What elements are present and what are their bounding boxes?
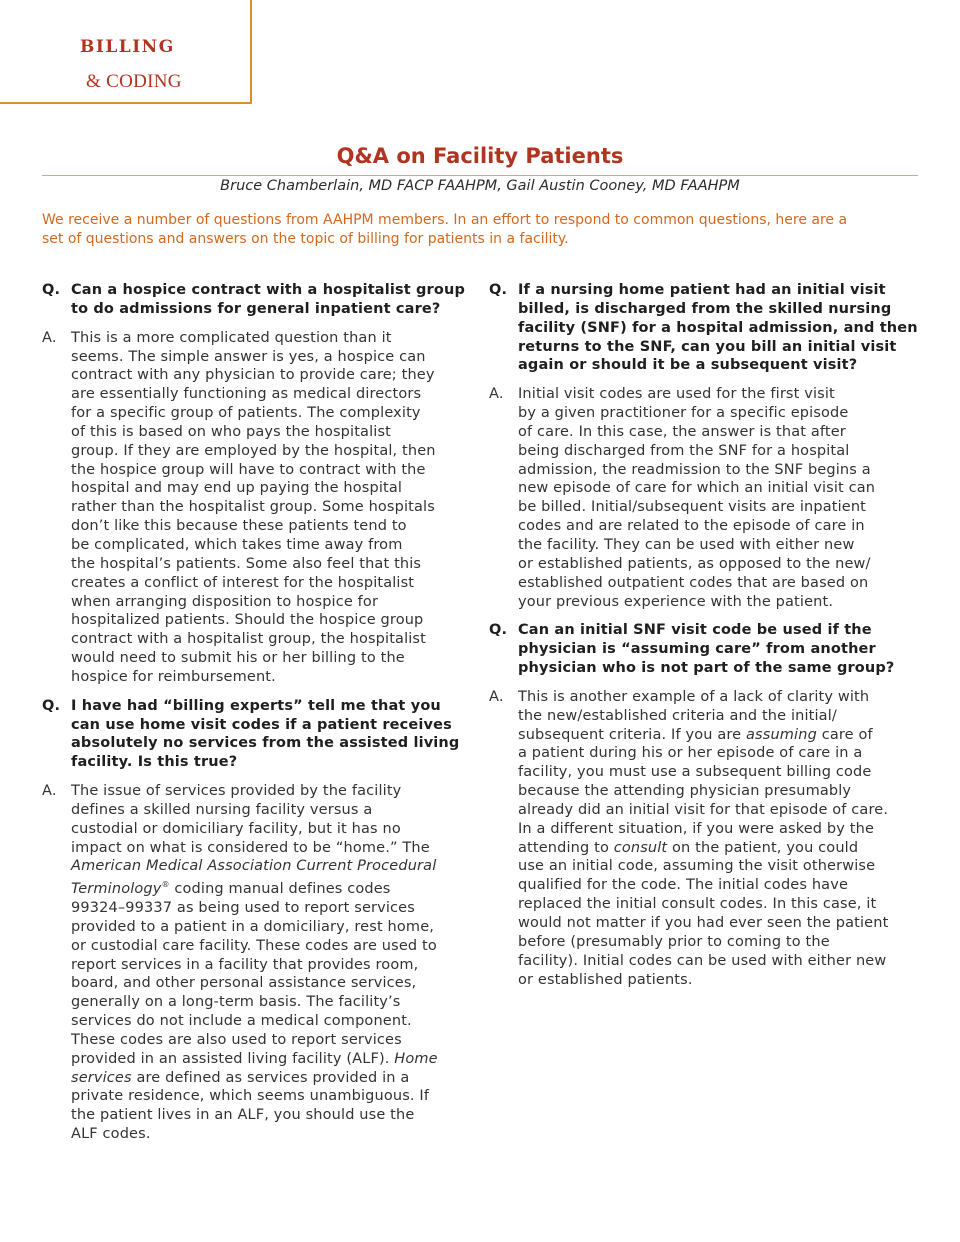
question-3	[489, 281, 918, 375]
question-label: Q.	[42, 697, 61, 714]
text-line: would need to submit his or her billing to the	[71, 650, 405, 667]
text-line: be complicated, which takes time away from	[71, 536, 403, 553]
question-label: Q.	[489, 282, 508, 298]
answer-label: A.	[489, 386, 504, 403]
answer-2	[42, 782, 442, 1144]
text-line: 99324–99337 as being used to report services	[71, 899, 415, 916]
text-segment: on the patient, you could	[667, 839, 859, 856]
answer-1	[42, 329, 442, 687]
registered-mark: ®	[161, 880, 170, 890]
emphasis: Home	[394, 1050, 438, 1067]
text-line: already did an initial visit for that episode of care.	[518, 801, 889, 818]
text-line: I have had “billing experts” tell me that you	[71, 697, 441, 714]
text-line: of care. In this case, the answer is that after	[518, 423, 846, 440]
text-line: physician is “assuming care” from another	[518, 641, 876, 658]
question-4	[489, 621, 894, 678]
intro-line: set of questions and answers on the topic of billing for patients in a facility.	[42, 231, 569, 247]
text-segment: coding manual defines codes	[169, 881, 391, 898]
text-line: for a specific group of patients. The complexity	[71, 405, 421, 422]
text-line	[71, 857, 442, 876]
text-line: board, and other personal assistance services,	[71, 975, 417, 992]
text-line: the hospital’s patients. Some also feel that this	[71, 555, 422, 572]
section-title-coding: & CODING	[86, 71, 182, 92]
text-line: contract with a hospitalist group, the hospitalist	[71, 631, 426, 648]
text-line: In a different situation, if you were asked by the	[518, 820, 875, 837]
text-line: ALF codes.	[71, 1126, 151, 1143]
section-title-billing: BILLING	[80, 37, 175, 57]
text-line: hospice for reimbursement.	[71, 668, 276, 685]
answer-label: A.	[42, 329, 57, 346]
text-line: use an initial code, assuming the visit otherwise	[518, 858, 876, 875]
text-line: billed, is discharged from the skilled nursing	[518, 300, 892, 317]
text-line: facility. Is this true?	[71, 754, 238, 771]
emphasis: services	[71, 1069, 132, 1086]
question-label: Q.	[489, 622, 508, 639]
text-line: your previous experience with the patient.	[518, 593, 834, 610]
text-line: facility, you must use a subsequent billing code	[518, 764, 872, 781]
text-segment: are defined as services provided in a	[131, 1069, 410, 1086]
text-line: rather than the hospitalist group. Some hospitals	[71, 499, 435, 516]
text-line: can use home visit codes if a patient receives	[71, 716, 452, 733]
text-line: This is another example of a lack of clarity with	[518, 688, 870, 705]
intro-paragraph	[42, 211, 922, 249]
text-line: or established patients, as opposed to the new/	[518, 555, 871, 572]
text-line: by a given practitioner for a specific episode	[518, 405, 849, 422]
text-line: before (presumably prior to coming to the	[518, 933, 830, 950]
text-line: because the attending physician presumably	[518, 783, 852, 800]
text-line: of this is based on who pays the hospitalist	[71, 423, 391, 440]
text-line: seems. The simple answer is yes, a hospice can	[71, 348, 426, 365]
text-segment: attending to	[518, 839, 614, 856]
text-line: don’t like this because these patients tend to	[71, 518, 407, 535]
text-line: when arranging disposition to hospice for	[71, 593, 379, 610]
text-line: established outpatient codes that are based on	[518, 574, 869, 591]
text-segment: care of	[816, 726, 873, 743]
text-line: services do not include a medical component.	[71, 1013, 412, 1030]
answer-3	[489, 385, 894, 611]
text-line: be billed. Initial/subsequent visits are inpatient	[518, 499, 867, 516]
text-line: the new/established criteria and the initial/	[518, 707, 837, 724]
text-line: creates a conflict of interest for the hospitalist	[71, 574, 415, 591]
text-line: facility (SNF) for a hospital admission, and then	[518, 319, 918, 336]
publication-title: American Medical Association Current Procedural	[71, 858, 437, 875]
text-line: admission, the readmission to the SNF begins a	[518, 461, 871, 478]
text-line: The issue of services provided by the facility	[71, 783, 402, 800]
text-line: qualified for the code. The initial codes have	[518, 877, 849, 894]
text-line: again or should it be a subsequent visit?	[518, 357, 858, 374]
text-line: hospital and may end up paying the hospital	[71, 480, 403, 497]
question-label: Q.	[42, 282, 61, 298]
text-line: Can an initial SNF visit code be used if the	[518, 622, 872, 639]
text-line: custodial or domiciliary facility, but it has no	[71, 820, 401, 837]
text-line: would not matter if you had ever seen the patient	[518, 915, 889, 931]
text-line: or custodial care facility. These codes are used to	[71, 937, 437, 954]
text-line: to do admissions for general inpatient care?	[71, 300, 441, 317]
question-1	[42, 281, 465, 319]
answer-4	[489, 688, 894, 990]
page-title: Q&A on Facility Patients	[336, 144, 624, 168]
emphasis: assuming	[746, 726, 817, 743]
text-line: codes and are related to the episode of care in	[518, 518, 865, 535]
text-line: facility). Initial codes can be used with either new	[518, 952, 887, 969]
text-line: Initial visit codes are used for the first visit	[518, 386, 835, 403]
text-line: private residence, which seems unambiguous. If	[71, 1088, 430, 1105]
text-line: new episode of care for which an initial visit can	[518, 480, 876, 497]
text-line: contract with any physician to provide care; they	[71, 367, 435, 384]
question-2	[42, 697, 460, 772]
text-line: absolutely no services from the assisted living	[71, 735, 460, 752]
title-divider	[42, 175, 918, 176]
emphasis: consult	[613, 839, 668, 856]
answer-label: A.	[42, 783, 57, 800]
text-line: physician who is not part of the same group?	[518, 660, 895, 677]
text-line: This is a more complicated question than it	[71, 329, 392, 346]
text-line: report services in a facility that provides room,	[71, 956, 419, 973]
text-line	[71, 876, 442, 899]
text-line: the patient lives in an ALF, you should use the	[71, 1107, 415, 1124]
text-line: group. If they are employed by the hospital, then	[71, 442, 436, 459]
text-line: impact on what is considered to be “home.” The	[71, 839, 430, 856]
publication-title: Terminology	[71, 881, 162, 898]
text-line: replaced the initial consult codes. In this case, it	[518, 896, 877, 913]
authors-byline: Bruce Chamberlain, MD FACP FAAHPM, Gail Austin Cooney, MD FAAHPM	[220, 178, 740, 194]
text-line: the hospice group will have to contract with the	[71, 461, 426, 478]
text-line: returns to the SNF, can you bill an initial visit	[518, 338, 897, 355]
text-line: provided to a patient in a domiciliary, rest home,	[71, 918, 435, 935]
text-line: If a nursing home patient had an initial visit	[518, 282, 886, 298]
text-line: the facility. They can be used with either new	[518, 536, 855, 553]
text-line: defines a skilled nursing facility versus a	[71, 801, 373, 818]
text-line	[71, 1050, 442, 1069]
text-line	[71, 1069, 442, 1088]
right-column	[489, 281, 918, 989]
answer-label: A.	[489, 688, 504, 705]
left-column	[42, 281, 465, 1144]
text-line: generally on a long-term basis. The facility’s	[71, 994, 401, 1011]
text-line	[518, 839, 894, 858]
section-header-box	[0, 0, 252, 104]
text-line: are essentially functioning as medical directors	[71, 386, 422, 403]
intro-line: We receive a number of questions from AAHPM members. In an effort to respond to common questions, here are a	[42, 212, 848, 228]
text-line: a patient during his or her episode of care in a	[518, 745, 863, 762]
text-line	[518, 726, 894, 745]
text-line: Can a hospice contract with a hospitalist group	[71, 282, 465, 298]
text-segment: provided in an assisted living facility (ALF).	[71, 1050, 395, 1067]
text-line: These codes are also used to report services	[71, 1031, 402, 1048]
text-line: or established patients.	[518, 971, 693, 988]
text-segment: subsequent criteria. If you are	[518, 726, 746, 743]
text-line: hospitalized patients. Should the hospice group	[71, 612, 424, 629]
text-line: being discharged from the SNF for a hospital	[518, 442, 850, 459]
